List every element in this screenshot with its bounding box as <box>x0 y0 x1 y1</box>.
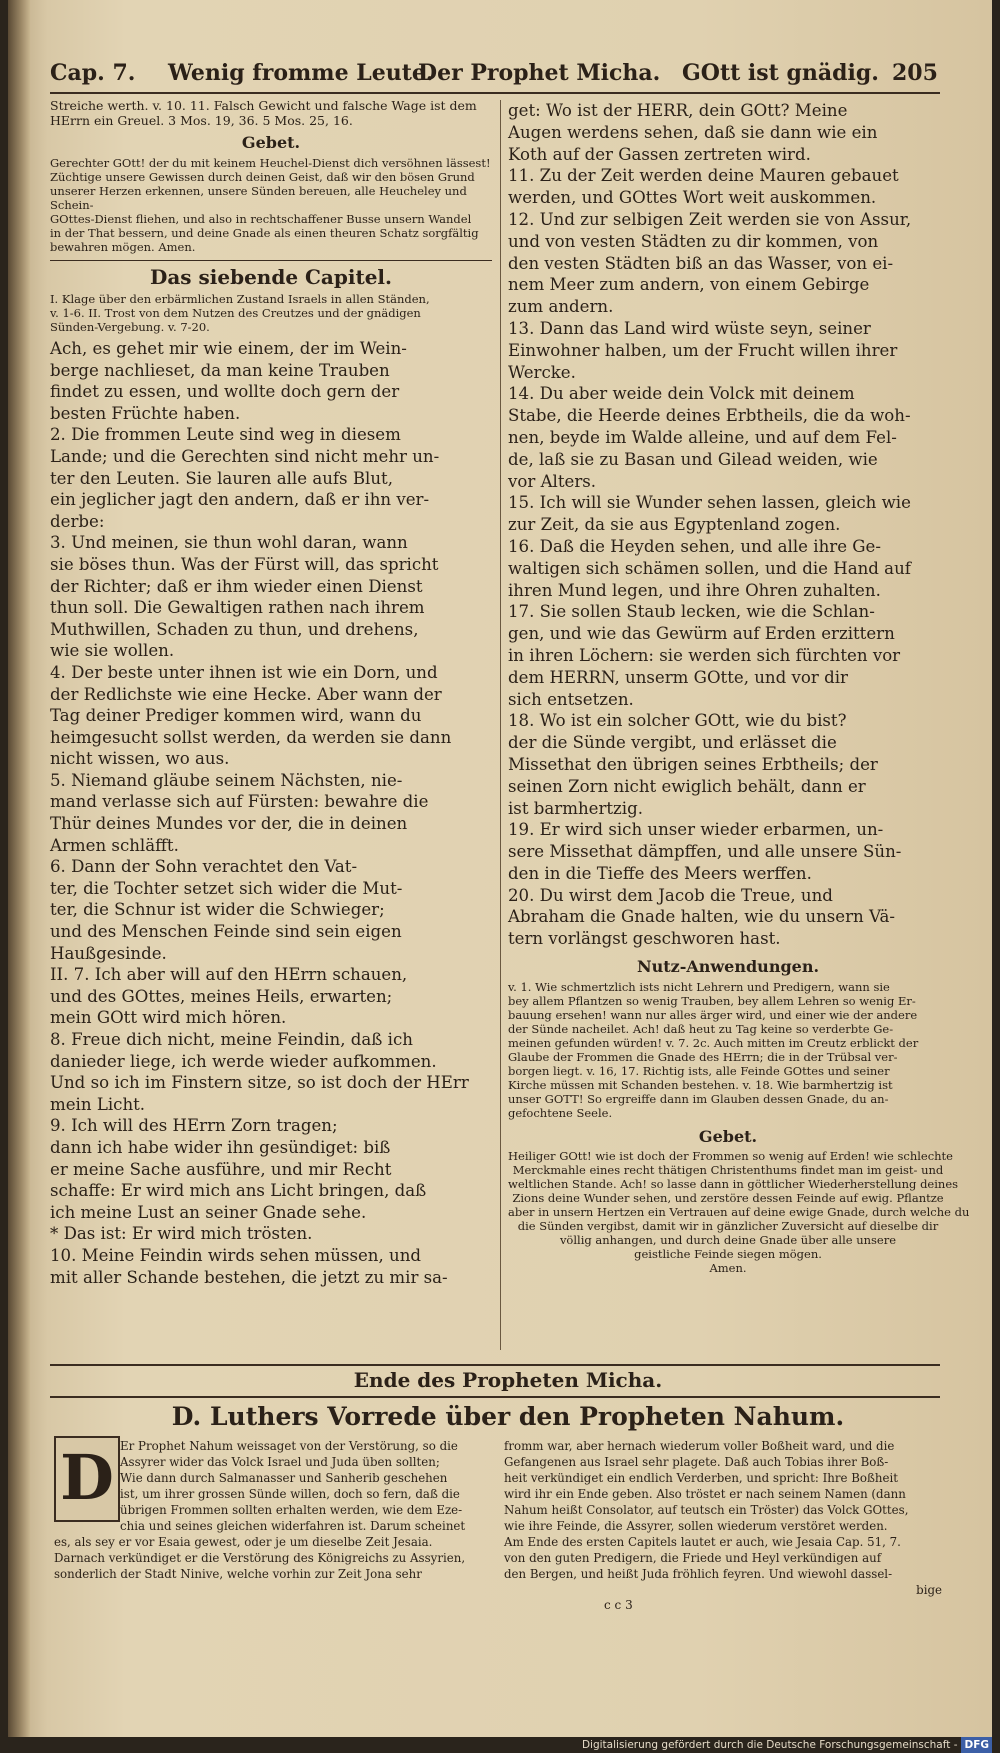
nutz-line: gefochtene Seele. <box>508 1105 613 1120</box>
end-text: Ende des Propheten Micha. <box>353 1368 663 1392</box>
summary-line: v. 1-6. II. Trost von dem Nutzen des Creutzes und der gnädigen <box>50 306 421 320</box>
verse-line: nicht wissen, wo aus. <box>50 749 230 769</box>
signature-mark: c c 3 <box>604 1598 633 1612</box>
verse-line: 2. Die frommen Leute sind weg in diesem <box>50 425 401 445</box>
summary-line: Sünden-Vergebung. v. 7-20. <box>50 320 210 334</box>
book-page <box>8 0 992 1737</box>
preface-line: Er Prophet Nahum weissaget von der Verstörung, so die <box>120 1439 458 1453</box>
footer-text: Digitalisierung gefördert durch die Deutsche Forschungsgemeinschaft - <box>581 1739 958 1751</box>
verse-line: 13. Dann das Land wird wüste seyn, seiner <box>508 318 871 338</box>
gebet-line: weltlichen Stande. Ach! so lasse dann in göttlicher Wiederherstellung deines <box>508 1177 959 1192</box>
intro-line: HErrn ein Greuel. 3 Mos. 19, 36. 5 Mos. 25, 16. <box>50 113 353 128</box>
nutz-line: Glaube der Frommen die Gnade des HErrn; die in der Trübsal ver- <box>508 1049 898 1064</box>
gebet-line: Zions deine Wunder sehen, und zerstöre dessen Feinde auf ewig. Pflantze <box>512 1191 944 1206</box>
preface-line: übrigen Frommen sollten erhalten werden, wie dem Eze- <box>120 1503 463 1517</box>
gebet-line: Züchtige unsere Gewissen durch deinen Geist, daß wir den bösen Grund <box>50 169 475 184</box>
verse-line: dem HERRN, unserm GOtte, und vor dir <box>508 667 848 687</box>
running-head <box>50 56 940 94</box>
page-number: 205 <box>892 60 938 86</box>
verse-line: ter, die Schnur ist wider die Schwieger; <box>50 900 385 920</box>
left-verses <box>50 338 492 1288</box>
verse-line: ein jeglicher jagt den andern, daß er ihn ver- <box>50 490 430 510</box>
summary-line: I. Klage über den erbärmlichen Zustand Israels in allen Ständen, <box>50 292 430 306</box>
preface-line: fromm war, aber hernach wiederum voller Boßheit ward, und die <box>504 1439 895 1453</box>
verse-line: vor Alters. <box>508 471 597 491</box>
gebet-line: geistliche Feinde siegen mögen. <box>634 1247 822 1262</box>
preface-line: Wie dann durch Salmanasser und Sanherib geschehen <box>120 1471 448 1485</box>
verse-line: mein GOtt wird mich hören. <box>50 1008 287 1028</box>
nutz-line: v. 1. Wie schmertzlich ists nicht Lehrern und Predigern, wann sie <box>508 979 890 994</box>
verse-line: findet zu essen, und wollte doch gern der <box>50 382 400 402</box>
preface-line: Gefangenen aus Israel sehr plagete. Daß auch Tobias ihrer Boß- <box>504 1455 889 1469</box>
verse-line: Wercke. <box>508 362 576 382</box>
preface-line: den Bergen, und heißt Juda fröhlich feyren. Und wiewohl dassel- <box>504 1567 893 1581</box>
verse-line: zur Zeit, da sie aus Egyptenland zogen. <box>508 515 841 535</box>
verse-line: 16. Daß die Heyden sehen, und alle ihre Ge- <box>508 536 881 556</box>
intro-line: Streiche werth. v. 10. 11. Falsch Gewicht und falsche Wage ist dem <box>50 98 477 113</box>
preface-right <box>504 1438 942 1598</box>
verse-line: Einwohner halben, um der Frucht willen ihrer <box>508 340 898 360</box>
gebet-right <box>508 1149 970 1276</box>
verse-line: nen, beyde im Walde alleine, und auf dem Fel- <box>508 427 897 447</box>
verse-line: tern vorlängst geschworen hast. <box>508 929 781 949</box>
verse-line: mit aller Schande bestehen, die jetzt zu mir sa- <box>50 1267 448 1287</box>
verse-line: Armen schläfft. <box>50 835 179 855</box>
verse-line: derbe: <box>50 511 105 531</box>
head-topic-1: Wenig fromme Leute. <box>168 60 434 86</box>
verse-line: und des Menschen Feinde sind sein eigen <box>50 922 402 942</box>
verse-line: Augen werdens sehen, daß sie dann wie ein <box>508 122 878 142</box>
preface-title: D. Luthers Vorrede über den Propheten Nahum. <box>171 1402 845 1431</box>
verse-line: 5. Niemand gläube seinem Nächsten, nie- <box>50 770 403 790</box>
verse-line: in ihren Löchern: sie werden sich fürchten vor <box>508 645 901 665</box>
verse-line: Abraham die Gnade halten, wie du unsern Vä- <box>508 907 895 927</box>
right-column <box>508 100 970 1276</box>
nutz-line: bauung ersehen! wann nur alles ärger wird, und einer wie der andere <box>508 1007 918 1022</box>
drop-cap: D <box>54 1436 120 1522</box>
head-topic-2: Der Prophet Micha. <box>418 60 661 86</box>
preface-left <box>54 1438 490 1582</box>
nutz-line: meinen gefunden würden! v. 7. 2c. Auch mitten im Creutz erblickt der <box>508 1035 919 1050</box>
verse-line: und des GOttes, meines Heils, erwarten; <box>50 986 393 1006</box>
preface-line: heit verkündiget ein endlich Verderben, und spricht: Ihre Boßheit <box>504 1471 898 1485</box>
verse-line: thun soll. Die Gewaltigen rathen nach ihrem <box>50 598 425 618</box>
preface-line: sonderlich der Stadt Ninive, welche vorhin zur Zeit Jona sehr <box>54 1567 422 1581</box>
verse-line: mand verlasse sich auf Fürsten: bewahre die <box>50 792 429 812</box>
divider <box>50 260 492 261</box>
verse-line: heimgesucht sollst werden, da werden sie dann <box>50 727 452 747</box>
verse-line: 18. Wo ist ein solcher GOtt, wie du bist? <box>508 711 847 731</box>
preface-line: Darnach verkündiget er die Verstörung des Königreichs zu Assyrien, <box>54 1551 466 1565</box>
verse-line: II. 7. Ich aber will auf den HErrn schauen, <box>50 965 408 985</box>
verse-line: ter den Leuten. Sie lauren alle aufs Blut, <box>50 468 393 488</box>
verse-line: dann ich habe wider ihn gesündiget: biß <box>50 1137 391 1157</box>
preface-line: wird ihr ein Ende geben. Also tröstet er nach seinem Namen (dann <box>504 1487 906 1501</box>
nutz-heading: Nutz-Anwendungen. <box>636 957 820 977</box>
verse-line: waltigen sich schämen sollen, und die Hand auf <box>508 558 911 578</box>
verse-line: der Redlichste wie eine Hecke. Aber wann der <box>50 684 442 704</box>
verse-line: Koth auf der Gassen zertreten wird. <box>508 144 811 164</box>
verse-line: Haußgesinde. <box>50 943 167 963</box>
verse-line: 20. Du wirst dem Jacob die Treue, und <box>508 885 833 905</box>
verse-line: 17. Sie sollen Staub lecken, wie die Schlan- <box>508 602 875 622</box>
verse-line: nem Meer zum andern, von einem Gebirge <box>508 275 870 295</box>
verse-line: den in die Tieffe des Meers werffen. <box>508 863 812 883</box>
page-gutter <box>8 0 30 1737</box>
verse-line: 6. Dann der Sohn verachtet den Vat- <box>50 857 358 877</box>
preface-line: wie ihre Feinde, die Assyrer, sollen wiederum verstöret werden. <box>504 1519 888 1533</box>
verse-line: ter, die Tochter setzet sich wider die Mut- <box>50 878 403 898</box>
verse-line: Und so ich im Finstern sitze, so ist doch der HErr <box>50 1073 469 1093</box>
verse-line: de, laß sie zu Basan und Gilead weiden, wie <box>508 449 878 469</box>
preface-line: ist, um ihrer grossen Sünde willen, doch so fern, daß die <box>120 1487 460 1501</box>
chapter-label: Cap. 7. <box>50 60 136 86</box>
verse-line: Missethat den übrigen seines Erbtheils; der <box>508 754 878 774</box>
verse-line: werden, und GOttes Wort weit auskommen. <box>508 188 877 208</box>
column-divider <box>500 100 501 1350</box>
verse-line: 3. Und meinen, sie thun wohl daran, wann <box>50 533 408 553</box>
gebet-line: die Sünden vergibst, damit wir in gänzlicher Zuversicht auf dieselbe dir <box>517 1219 939 1234</box>
verse-line: 8. Freue dich nicht, meine Feindin, daß ich <box>50 1030 413 1049</box>
verse-line: 19. Er wird sich unser wieder erbarmen, un- <box>508 820 884 840</box>
chapter-heading: Das siebende Capitel. <box>149 264 392 289</box>
gebet-line: Amen. <box>709 1261 747 1276</box>
gebet-line: GOttes-Dienst fliehen, und also in rechtschaffener Busse unsern Wandel <box>50 211 472 226</box>
verse-line: ist barmhertzig. <box>508 798 644 818</box>
verse-line: der die Sünde vergibt, und erlässet die <box>508 733 837 753</box>
nutz-line: Kirche müssen mit Schanden bestehen. v. 18. Wie barmhertzig ist <box>508 1077 893 1092</box>
gebet-line: bewahren mögen. Amen. <box>50 239 196 254</box>
gebet-heading-left: Gebet. <box>241 133 301 152</box>
nutz-line: unser GOTT! So ergreiffe dann im Glauben dessen Gnade, du an- <box>508 1091 889 1106</box>
gebet-line: Merckmahle eines recht thätigen Christenthums findet man im geist- und <box>512 1163 944 1178</box>
verse-line: Ach, es gehet mir wie einem, der im Wein- <box>50 339 407 358</box>
left-column <box>50 98 492 1288</box>
verse-line: 11. Zu der Zeit werden deine Mauren gebauet <box>508 166 899 186</box>
verse-line: besten Früchte haben. <box>50 403 241 423</box>
footer-credit <box>582 1737 992 1753</box>
verse-line: Tag deiner Prediger kommen wird, wann du <box>50 706 422 726</box>
preface-line: es, als sey er vor Esaia gewest, oder je um dieselbe Zeit Jesaia. <box>54 1535 433 1549</box>
nutz-line: bey allem Pflantzen so wenig Trauben, bey allem Lehren so wenig Er- <box>508 993 916 1008</box>
verse-line: und von vesten Städten zu dir kommen, von <box>508 231 879 251</box>
gebet-line: unserer Herzen erkennen, unsere Sünden bereuen, alle Heucheley und Schein- <box>50 183 467 212</box>
rule-mid <box>50 1396 940 1398</box>
verse-line: Lande; und die Gerechten sind nicht mehr un- <box>50 446 440 466</box>
verse-line: sie böses thun. Was der Fürst will, das spricht <box>50 554 439 574</box>
verse-line: ihren Mund legen, und ihre Ohren zuhalten. <box>508 580 881 600</box>
left-intro <box>50 98 492 128</box>
verse-line: * Das ist: Er wird mich trösten. <box>50 1224 313 1244</box>
verse-line: den vesten Städten biß an das Wasser, von ei- <box>508 253 894 273</box>
preface-line: bige <box>916 1583 942 1597</box>
verse-line: danieder liege, ich werde wieder aufkommen. <box>50 1051 437 1071</box>
gebet-line: völlig anhangen, und durch deine Gnade über alle unsere <box>559 1233 897 1248</box>
gebet-left <box>50 156 492 254</box>
verse-line: ich meine Lust an seiner Gnade sehe. <box>50 1202 367 1222</box>
verse-line: 9. Ich will des HErrn Zorn tragen; <box>50 1116 338 1136</box>
right-verses <box>508 100 948 950</box>
verse-line: sich entsetzen. <box>508 689 634 709</box>
gebet-heading-right: Gebet. <box>698 1126 758 1146</box>
dfg-logo: DFG <box>961 1737 992 1753</box>
preface-line: Assyrer wider das Volck Israel und Juda üben sollten; <box>120 1455 440 1469</box>
verse-line: zum andern. <box>508 297 614 317</box>
gebet-line: Gerechter GOtt! der du mit keinem Heuchel-Dienst dich versöhnen lässest! <box>50 155 491 170</box>
verse-line: der Richter; daß er ihm wieder einen Dienst <box>50 576 423 596</box>
verse-line: Stabe, die Heerde deines Erbtheils, die da woh- <box>508 406 911 426</box>
verse-line: mein Licht. <box>50 1094 146 1114</box>
verse-line: 4. Der beste unter ihnen ist wie ein Dorn, und <box>50 662 438 682</box>
verse-line: wie sie wollen. <box>50 641 175 661</box>
preface-line: chia und seines gleichen widerfahren ist. Darum scheinet <box>120 1519 466 1533</box>
verse-line: 12. Und zur selbigen Zeit werden sie von Assur, <box>508 209 912 229</box>
chapter-summary <box>50 292 492 334</box>
nutz-text <box>508 980 948 1120</box>
verse-line: get: Wo ist der HERR, dein GOtt? Meine <box>508 101 848 120</box>
verse-line: schaffe: Er wird mich ans Licht bringen, daß <box>50 1181 427 1201</box>
nutz-line: borgen liegt. v. 16, 17. Richtig ists, alle Feinde GOttes und seiner <box>508 1063 890 1078</box>
verse-line: seinen Zorn nicht ewiglich behält, dann er <box>508 776 866 796</box>
verse-line: er meine Sache ausführe, und mir Recht <box>50 1159 392 1179</box>
verse-line: 14. Du aber weide dein Volck mit deinem <box>508 384 855 404</box>
gebet-line: aber in unsern Hertzen ein Vertrauen auf deine ewige Gnade, durch welche du <box>508 1205 970 1220</box>
rule-top <box>50 1364 940 1366</box>
gebet-line: in der That bessern, und deine Gnade als einen theuren Schatz sorgfältig <box>50 225 479 240</box>
verse-line: sere Missethat dämpffen, und alle unsere Sün- <box>508 842 902 862</box>
head-topic-3: GOtt ist gnädig. <box>682 60 879 86</box>
verse-line: gen, und wie das Gewürm auf Erden erzittern <box>508 624 895 644</box>
verse-line: berge nachlieset, da man keine Trauben <box>50 360 390 380</box>
nutz-line: der Sünde nacheilet. Ach! daß heut zu Tag keine so verderbte Ge- <box>508 1021 894 1036</box>
verse-line: Thür deines Mundes vor der, die in deinen <box>50 814 408 834</box>
preface-line: Am Ende des ersten Capitels lautet er auch, wie Jesaia Cap. 51, 7. <box>504 1535 901 1549</box>
preface-line: von den guten Predigern, die Friede und Heyl verkündigen auf <box>504 1551 882 1565</box>
verse-line: 10. Meine Feindin wirds sehen müssen, und <box>50 1245 422 1265</box>
gebet-line: Heiliger GOtt! wie ist doch der Frommen so wenig auf Erden! wie schlechte <box>508 1149 953 1164</box>
verse-line: 15. Ich will sie Wunder sehen lassen, gleich wie <box>508 493 911 513</box>
verse-line: Muthwillen, Schaden zu thun, und drehens, <box>50 619 419 639</box>
preface-line: Nahum heißt Consolator, auf teutsch ein Tröster) das Volck GOttes, <box>504 1503 909 1517</box>
